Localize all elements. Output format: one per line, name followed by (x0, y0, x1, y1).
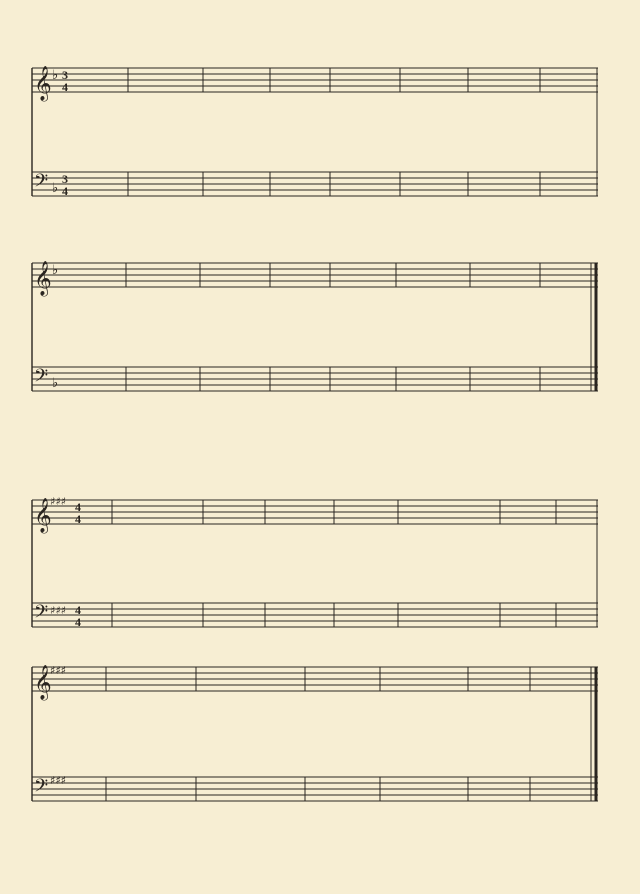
staff-289-sys2-treble (32, 263, 598, 287)
treble-clef-icon: 𝄞 (34, 66, 52, 101)
svg-text:4: 4 (62, 80, 68, 94)
sharp-icon: ♯♯♯ (50, 604, 66, 617)
treble-clef-icon: 𝄞 (34, 261, 52, 296)
treble-clef-icon: 𝄞 (34, 498, 52, 533)
bass-clef-icon: 𝄢 (34, 366, 49, 391)
hymn-289-verses-part1 (56, 112, 596, 229)
bass-clef-icon: 𝄢 (34, 171, 49, 196)
time-signature: 3 (62, 172, 68, 186)
sharp-icon: ♯♯♯ (50, 664, 66, 677)
time-signature: 4 (75, 603, 81, 617)
time-signature: 3 (62, 68, 68, 82)
staff-289-sys1-treble (32, 68, 598, 92)
svg-text:4: 4 (75, 512, 81, 526)
svg-text:4: 4 (62, 184, 68, 198)
staff-290-sys1-treble (32, 500, 598, 524)
sharp-icon: ♯♯♯ (50, 774, 66, 787)
svg-text:4: 4 (75, 615, 81, 629)
flat-icon: ♭ (52, 181, 59, 196)
flat-icon: ♭ (52, 68, 59, 83)
sharp-icon: ♯♯♯ (50, 495, 66, 508)
flat-icon: ♭ (52, 376, 59, 391)
staff-290-sys2-treble (32, 667, 598, 691)
hymn-290-verses-part2 (70, 712, 590, 829)
treble-clef-icon: 𝄞 (34, 665, 52, 700)
hymn-289-verses-part2 (66, 307, 596, 424)
bass-clef-icon: 𝄢 (34, 602, 49, 627)
hymn-290-verses-part1 (74, 542, 598, 659)
bass-clef-icon: 𝄢 (34, 776, 49, 801)
flat-icon: ♭ (52, 263, 59, 278)
time-signature: 4 (75, 500, 81, 514)
